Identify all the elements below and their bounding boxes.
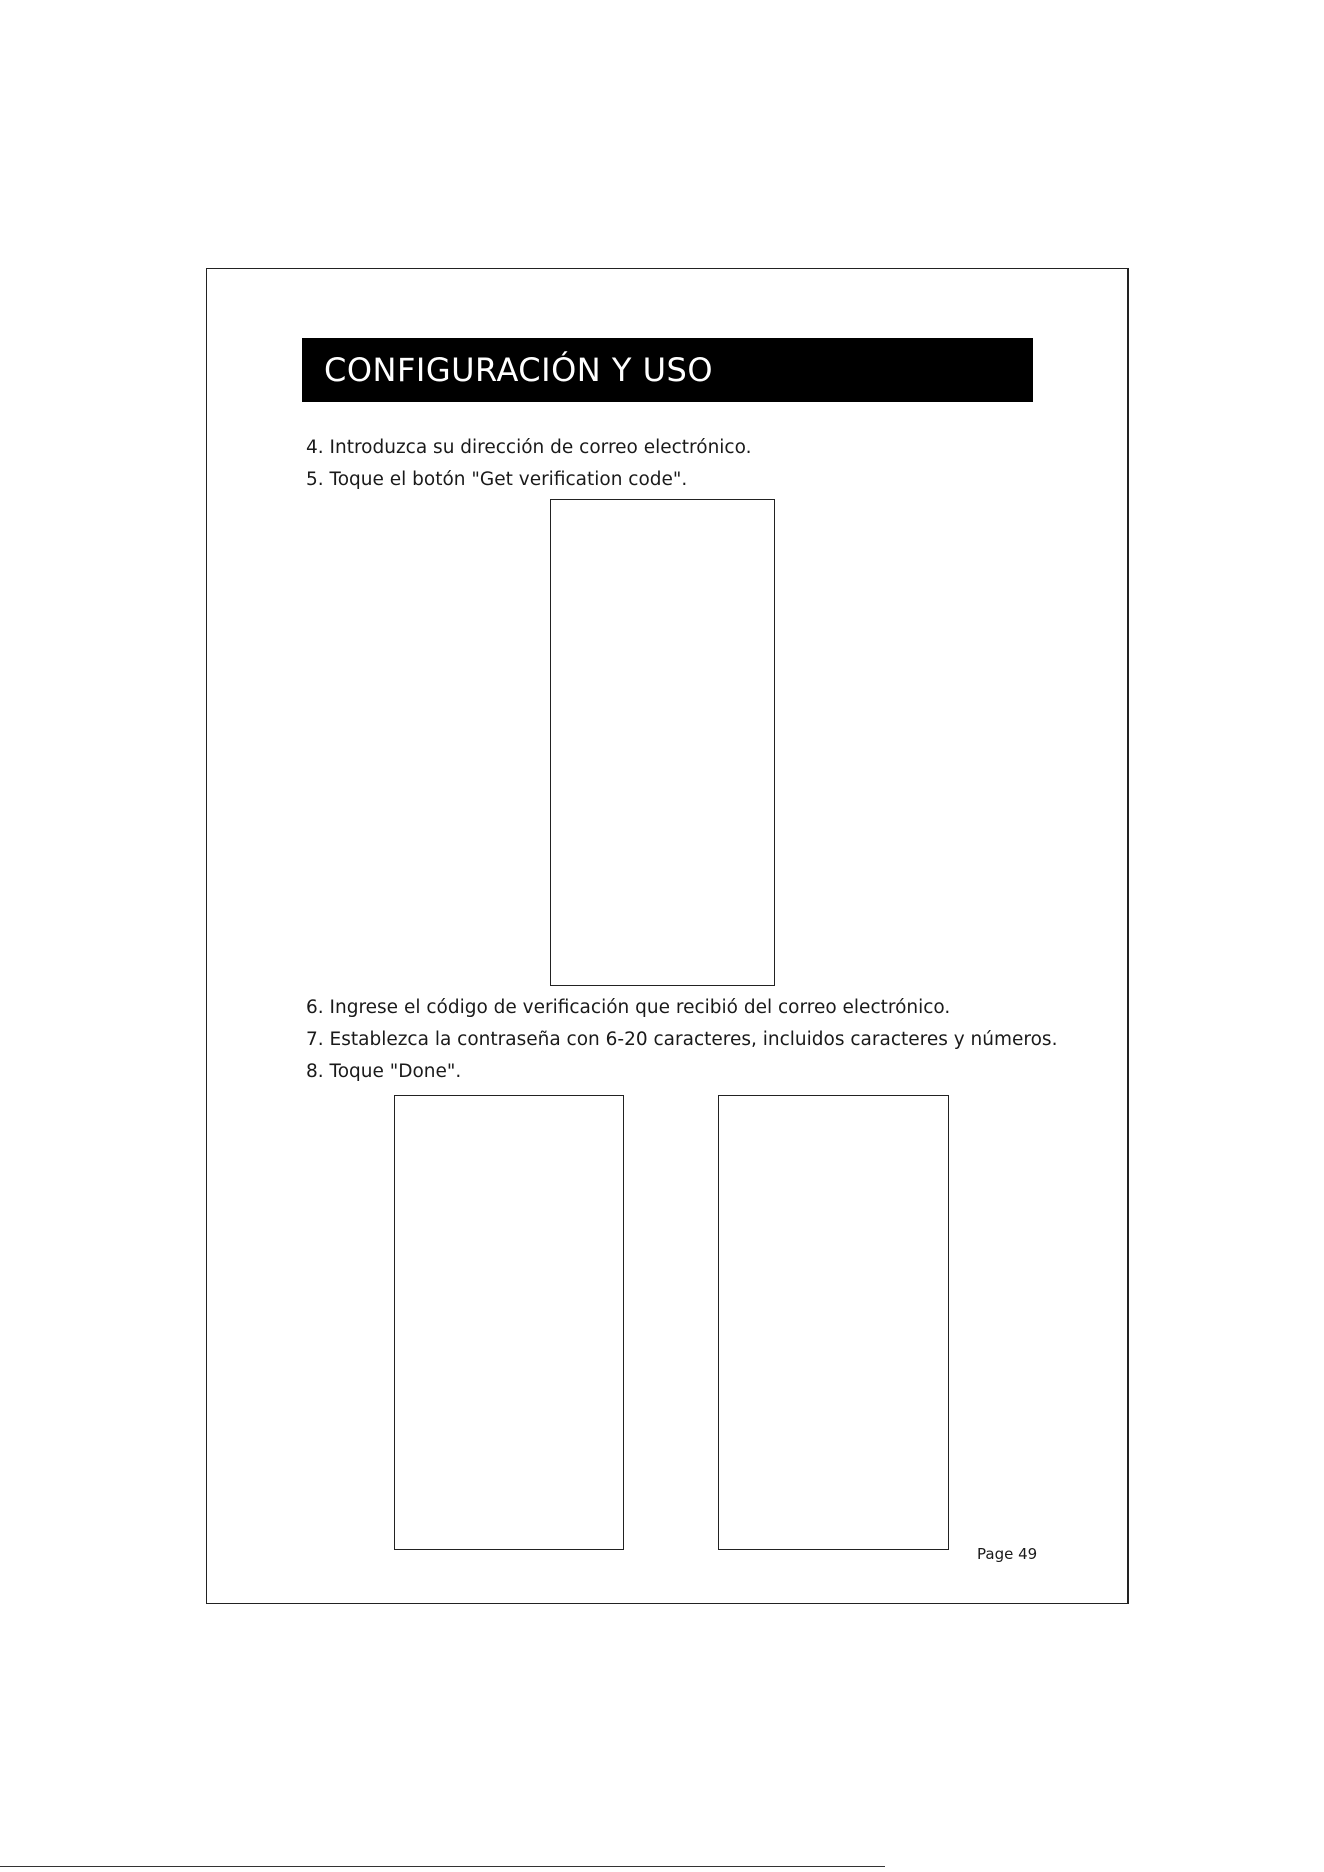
step-5-text: 5. Toque el botón "Get verification code". bbox=[306, 469, 688, 490]
step-7-text: 7. Establezca la contraseña con 6-20 caracteres, incluidos caracteres y números. bbox=[306, 1029, 1058, 1050]
step-8-text: 8. Toque "Done". bbox=[306, 1061, 462, 1082]
bottom-rule-line bbox=[0, 1866, 885, 1867]
step-6-text: 6. Ingrese el código de verificación que recibió del correo electrónico. bbox=[306, 997, 951, 1018]
section-title: CONFIGURACIÓN Y USO bbox=[324, 351, 714, 389]
page-number: Page 49 bbox=[977, 1545, 1038, 1563]
section-header-bar bbox=[302, 338, 1033, 402]
app-screenshot-placeholder-done bbox=[718, 1095, 949, 1550]
step-4-text: 4. Introduzca su dirección de correo electrónico. bbox=[306, 437, 752, 458]
app-screenshot-placeholder-email bbox=[550, 499, 775, 986]
app-screenshot-placeholder-verification bbox=[394, 1095, 624, 1550]
